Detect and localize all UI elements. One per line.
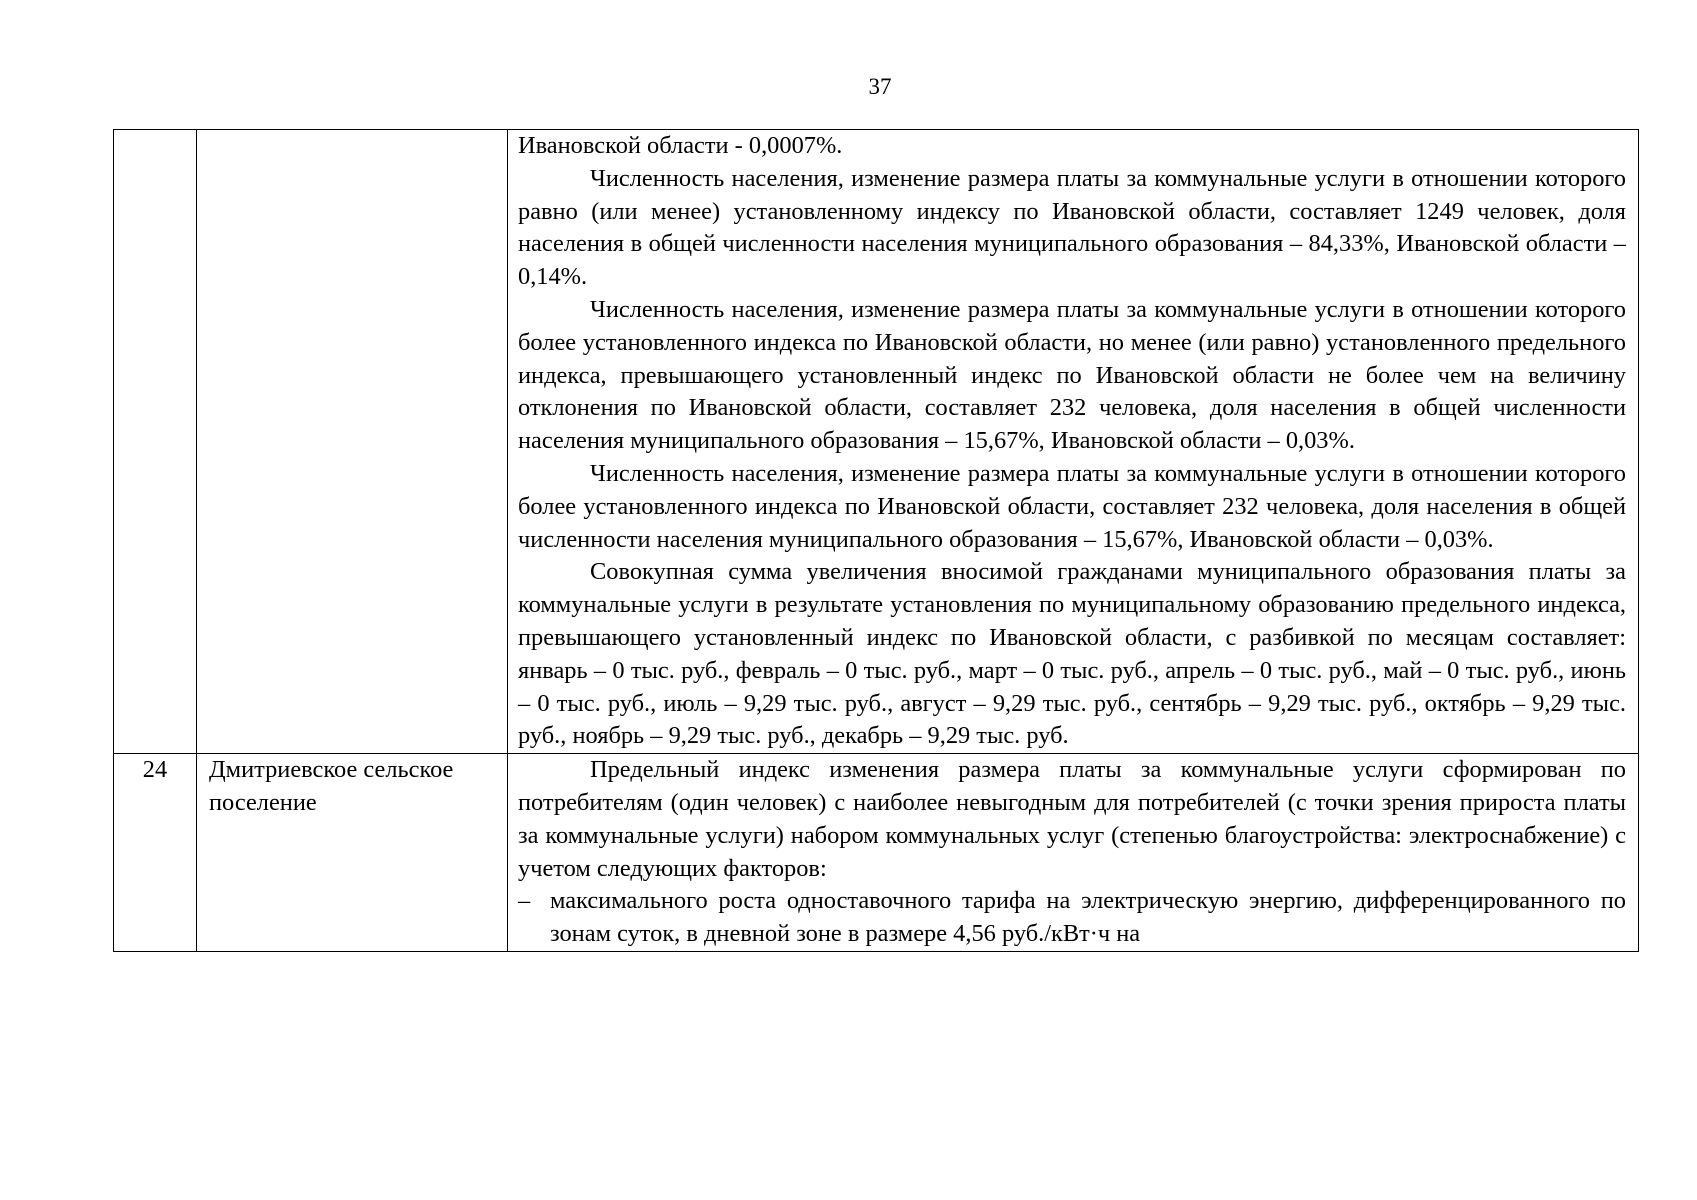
paragraph: Численность населения, изменение размера платы за коммунальные услуги в отношении которого равно (или менее) установленному индексу по Ивановской области, составляет 1249 человек, доля населения в общей численности населения муниципального образования – 84,33%, Ивановской области – 0,14%. — [518, 164, 1626, 291]
list-item — [518, 885, 1626, 951]
row-number-cell — [114, 130, 197, 754]
paragraph: Совокупная сумма увеличения вносимой гражданами муниципального образования платы за коммунальные услуги в результате установления по муниципальному образованию предельного индекса, превышающего установленный индекс по Ивановской области, с разбивкой по месяцам составляет: январь – 0 тыс. руб., февраль – 0 тыс. руб., март – 0 тыс. руб., апрель – 0 тыс. руб., май – 0 тыс. руб., июнь – 0 тыс. руб., июль – 9,29 тыс. руб., август – 9,29 тыс. руб., сентябрь – 9,29 тыс. руб., октябрь – 9,29 тыс. руб., ноябрь – 9,29 тыс. руб., декабрь – 9,29 тыс. руб. — [518, 558, 1626, 750]
description-cell — [508, 130, 1639, 754]
paragraph: Предельный индекс изменения размера платы за коммунальные услуги сформирован по потребителям (один человек) с наиболее невыгодным для потребителей (с точки зрения прироста платы за коммунальные услуги) набором коммунальных услуг (степенью благоустройства: электроснабжение) с учетом следующих факторов: — [518, 756, 1626, 882]
paragraph: Численность населения, изменение размера платы за коммунальные услуги в отношении которого более установленного индекса по Ивановской области, составляет 232 человека, доля населения в общей численности населения муниципального образования – 15,67%, Ивановской области – 0,03%. — [518, 459, 1626, 553]
row-number-cell: 24 — [114, 754, 197, 952]
page-number: 37 — [868, 74, 892, 99]
indices-table — [113, 129, 1639, 952]
table-row — [114, 130, 1639, 754]
dash-bullet: – — [518, 887, 531, 915]
description-cell — [508, 754, 1639, 952]
paragraph: Ивановской области - 0,0007%. — [518, 132, 843, 159]
list-item-text: максимального роста одноставочного тарифа на электрическую энергию, дифференцированного по зонам суток, в дневной зоне в размере 4,56 руб./кВт·ч на — [550, 887, 1626, 948]
municipality-name-cell: Дмитриевское сельское поселение — [197, 754, 508, 952]
paragraph: Численность населения, изменение размера платы за коммунальные услуги в отношении которого более установленного индекса по Ивановской области, но менее (или равно) установленного предельного индекса, превышающего установленный индекс по Ивановской области не более чем на величину отклонения по Ивановской области, составляет 232 человека, доля населения в общей численности населения муниципального образования – 15,67%, Ивановской области – 0,03%. — [518, 295, 1626, 455]
table-row — [114, 754, 1639, 952]
municipality-name-cell — [197, 130, 508, 754]
